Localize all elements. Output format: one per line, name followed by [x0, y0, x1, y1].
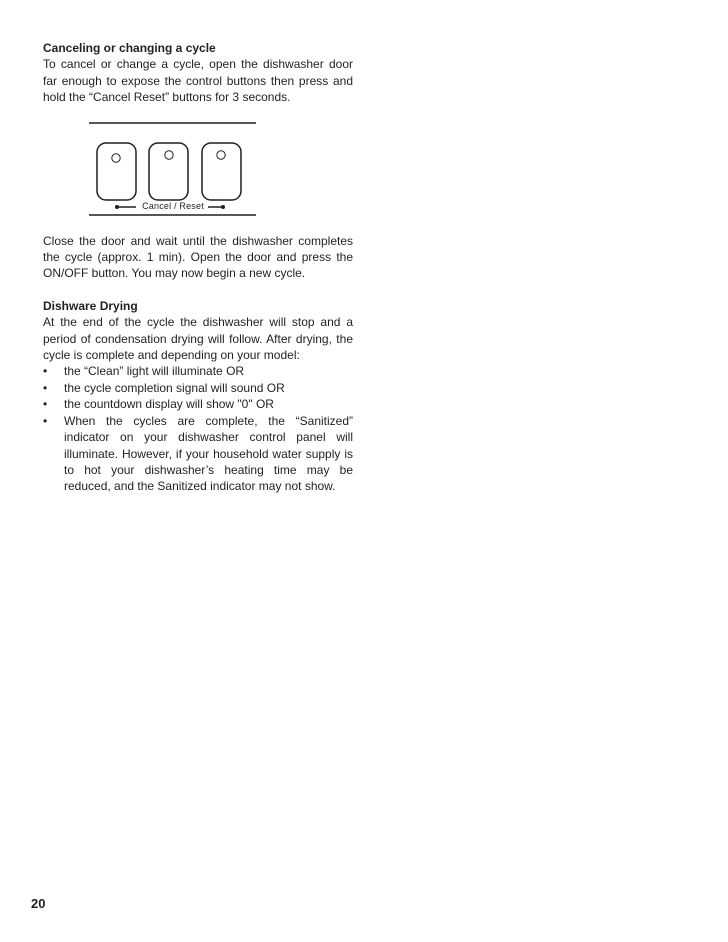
indicator-light-right — [217, 150, 225, 158]
list-item-text: the cycle completion signal will sound OR — [64, 380, 285, 395]
list-item-text: the countdown display will show "0" OR — [64, 397, 274, 412]
bullet-icon: • — [43, 364, 48, 379]
section-heading-cancel: Canceling or changing a cycle — [43, 41, 216, 55]
bullet-icon: • — [43, 397, 48, 412]
list-item-text: When the cycles are complete, the “Sanitized” indicator on your dishwasher control panel will illuminate. However, if your household water supply is to hot your dishwasher’s heating time may be reduced, and the Sanitized indicator may not show. — [64, 413, 353, 494]
list-item — [43, 380, 353, 396]
page-number: 20 — [31, 896, 46, 911]
list-item-text: the “Clean” light will illuminate OR — [64, 364, 245, 379]
section-heading-drying: Dishware Drying — [43, 298, 138, 313]
list-item — [43, 396, 353, 412]
drying-bullet-list — [43, 363, 353, 494]
cancel-bracket-dot-right — [221, 205, 225, 209]
close-door-instructions: Close the door and wait until the dishwasher completes the cycle (approx. 1 min). Open the door and press the ON/OFF button. You may now begin a new cycle. — [43, 233, 353, 281]
indicator-light-left — [112, 153, 120, 161]
bullet-icon: • — [43, 380, 48, 395]
indicator-light-middle — [165, 150, 173, 158]
drying-intro: At the end of the cycle the dishwasher will stop and a period of condensation drying will follow. After drying, the cycle is complete and depending on your model: — [43, 315, 353, 363]
cancel-instructions: To cancel or change a cycle, open the dishwasher door far enough to expose the control buttons then press and hold the “Cancel Reset” buttons for 3 seconds. — [43, 57, 353, 105]
control-button-right — [202, 143, 241, 200]
control-button-middle — [149, 143, 188, 200]
cancel-bracket-dot-left — [115, 205, 119, 209]
list-item — [43, 363, 353, 379]
list-item — [43, 413, 353, 495]
cancel-reset-label: Cancel / Reset — [138, 201, 208, 212]
cancel-reset-diagram — [43, 106, 353, 226]
control-button-left — [97, 143, 136, 200]
bullet-icon: • — [43, 413, 48, 428]
main-column — [43, 40, 353, 495]
